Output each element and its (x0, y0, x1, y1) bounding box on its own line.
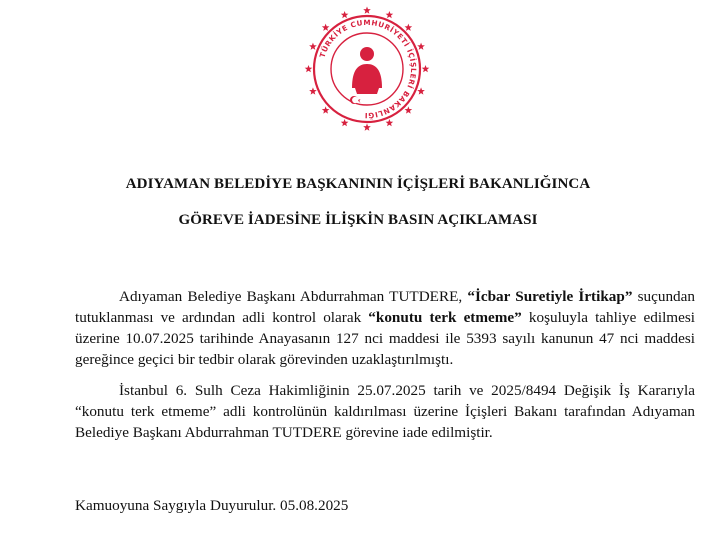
paragraph-1 (75, 286, 695, 370)
seal-star-icon (322, 24, 330, 31)
seal-star-icon (363, 7, 371, 14)
p1-bold-2: “konutu terk etmeme” (368, 309, 522, 326)
seal-star-icon (341, 11, 349, 18)
seal-star-icon (341, 119, 349, 126)
p1-text-1: Adıyaman Belediye Başkanı Abdurrahman TUTDERE, (119, 288, 468, 305)
seal-star-icon (417, 43, 425, 50)
seal-star-icon (305, 65, 313, 72)
svg-text:TÜRKİYE CUMHURİYETİ İÇİŞLERİ B: TÜRKİYE CUMHURİYETİ İÇİŞLERİ BAKANLIĞI (317, 17, 419, 121)
seal-star-icon (386, 119, 394, 126)
paragraph-2 (75, 380, 695, 443)
heading-line-2: GÖREVE İADESİNE İLİŞKİN BASIN AÇIKLAMASI (178, 212, 538, 228)
seal-star-icon (386, 11, 394, 18)
p2-text: İstanbul 6. Sulh Ceza Hakimliğinin 25.07.2025 tarih ve 2025/8494 Değişik İş Kararıyla “konutu terk etmeme” adli kontrolünün kaldırılması üzerine İçişleri Bakanı tarafından Adıyaman Belediye Başkanı Abdurrahman TUTDERE görevine iade edilmiştir. (75, 382, 695, 441)
ministry-seal-logo (302, 4, 432, 134)
p1-text-2: suçundan tutuklanması ve ardından adli kontrol olarak (75, 288, 695, 326)
seal-star-icon (405, 24, 413, 31)
closing-line: Kamuoyuna Saygıyla Duyurulur. 05.08.2025 (75, 497, 349, 514)
heading-line-1: ADIYAMAN BELEDİYE BAŞKANININ İÇİŞLERİ BAKANLIĞINCA (125, 176, 591, 192)
seal-star-icon (322, 106, 330, 113)
p1-text-3: koşuluyla tahliye edilmesi üzerine 10.07.2025 tarihinde Anayasanın 127 nci maddesi ile 5393 sayılı kanunun 47 nci maddesi gereğince geçici bir tedbir olarak görevinden uzaklaştırılmıştı. (75, 309, 695, 368)
seal-star-icon (417, 87, 425, 94)
seal-star-icon (405, 106, 413, 113)
seal-star-icon (422, 65, 430, 72)
seal-star-icon (309, 87, 317, 94)
seal-star-icon (363, 124, 371, 131)
p1-bold-1: “İcbar Suretiyle İrtikap” (467, 288, 633, 305)
seal-star-icon (309, 43, 317, 50)
